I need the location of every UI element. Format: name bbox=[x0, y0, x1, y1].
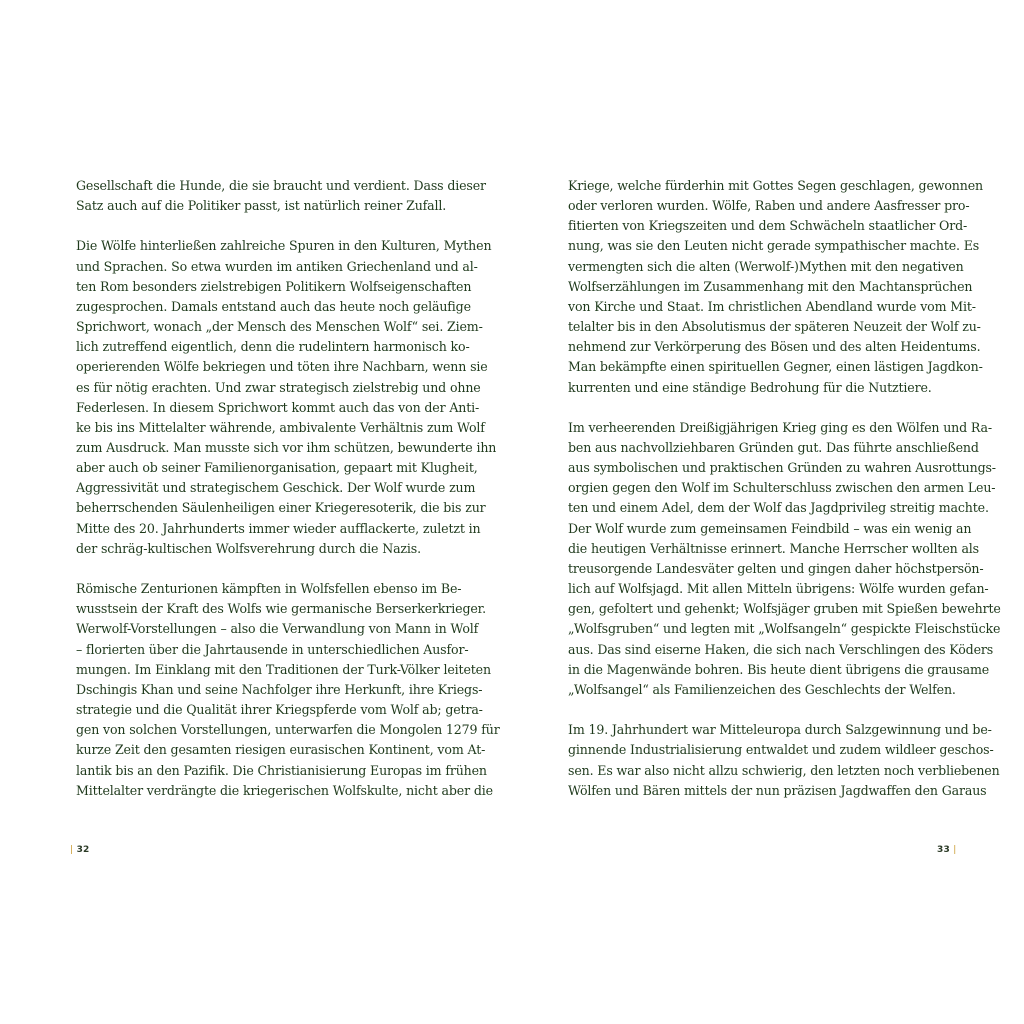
text-line: Dschingis Khan und seine Nachfolger ihre Herkunft, ihre Kriegs- bbox=[76, 681, 483, 697]
text-line: beherrschenden Säulenheiligen einer Kriegeresoterik, die bis zur bbox=[76, 500, 486, 516]
paragraph bbox=[568, 176, 983, 398]
paragraph bbox=[568, 720, 1000, 801]
page-number: 32 bbox=[76, 845, 90, 855]
text-line: nehmend zur Verkörperung des Bösen und des alten Heidentums. bbox=[568, 339, 981, 355]
text-line: gen, gefoltert und gehenkt; Wolfsjäger gruben mit Spießen bewehrte bbox=[568, 601, 1001, 617]
text-line: und Sprachen. So etwa wurden im antiken Griechenland und al- bbox=[76, 258, 478, 274]
text-line: ginnende Industrialisierung entwaldet und zudem wildleer geschos- bbox=[568, 742, 994, 758]
text-line: Sprichwort, wonach „der Mensch des Menschen Wolf“ sei. Ziem- bbox=[76, 319, 483, 335]
text-line: aber auch ob seiner Familienorganisation, gepaart mit Klugheit, bbox=[76, 460, 478, 476]
text-line: die heutigen Verhältnisse erinnert. Manche Herrscher wollten als bbox=[568, 540, 979, 556]
text-line: nung, was sie den Leuten nicht gerade sympathischer machte. Es bbox=[568, 238, 980, 254]
text-line: in die Magenwände bohren. Bis heute dient übrigens die grausame bbox=[568, 661, 990, 677]
text-line: Gesellschaft die Hunde, die sie braucht und verdient. Dass dieser bbox=[76, 178, 486, 193]
text-line: Wölfen und Bären mittels der nun präzisen Jagdwaffen den Garaus bbox=[568, 782, 987, 798]
paragraph bbox=[76, 579, 500, 801]
page-number-left bbox=[70, 845, 90, 855]
text-line: wusstsein der Kraft des Wolfs wie germanische Berserkerkrieger. bbox=[76, 601, 487, 617]
text-line: mungen. Im Einklang mit den Traditionen der Turk-Völker leiteten bbox=[76, 661, 491, 677]
text-line: ten Rom besonders zielstrebigen Politikern Wolfseigenschaften bbox=[76, 278, 472, 294]
page-number-right bbox=[937, 845, 957, 855]
text-line: Im 19. Jahrhundert war Mitteleuropa durch Salzgewinnung und be- bbox=[568, 722, 992, 738]
text-line: oder verloren wurden. Wölfe, Raben und andere Aasfresser pro- bbox=[568, 198, 970, 214]
text-line: lich auf Wolfsjagd. Mit allen Mitteln übrigens: Wölfe wurden gefan- bbox=[568, 581, 989, 597]
text-line: Im verheerenden Dreißigjährigen Krieg ging es den Wölfen und Ra- bbox=[568, 419, 992, 435]
text-line: strategie und die Qualität ihrer Kriegspferde vom Wolf ab; getra- bbox=[76, 702, 483, 718]
text-line: Aggressivität und strategischem Geschick. Der Wolf wurde zum bbox=[76, 480, 476, 496]
text-line: Wolfserzählungen im Zusammenhang mit den Machtansprüchen bbox=[568, 278, 973, 294]
text-line: kurze Zeit den gesamten riesigen eurasischen Kontinent, vom At- bbox=[76, 742, 486, 758]
text-line: zugesprochen. Damals entstand auch das heute noch geläufige bbox=[76, 298, 471, 314]
paragraph bbox=[568, 418, 1001, 700]
text-line: Federlesen. In diesem Sprichwort kommt auch das von der Anti- bbox=[76, 399, 480, 415]
text-line: es für nötig erachten. Und zwar strategisch zielstrebig und ohne bbox=[76, 379, 481, 395]
text-line: zum Ausdruck. Man musste sich vor ihm schützen, bewunderte ihn bbox=[76, 440, 497, 456]
text-line: Man bekämpfte einen spirituellen Gegner, einen lästigen Jagdkon- bbox=[568, 359, 983, 375]
paragraph bbox=[76, 236, 497, 559]
text-line: – florierten über die Jahrtausende in unterschiedlichen Ausfor- bbox=[76, 641, 469, 657]
text-line: „Wolfsangel“ als Familienzeichen des Geschlechts der Welfen. bbox=[568, 681, 956, 697]
text-line: Römische Zenturionen kämpften in Wolfsfellen ebenso im Be- bbox=[76, 581, 462, 597]
text-line: orgien gegen den Wolf im Schulterschluss zwischen den armen Leu- bbox=[568, 480, 996, 496]
text-line: lich zutreffend eigentlich, denn die rudelintern harmonisch ko- bbox=[76, 339, 470, 355]
text-line: Der Wolf wurde zum gemeinsamen Feindbild – was ein wenig an bbox=[568, 520, 972, 536]
text-line: aus symbolischen und praktischen Gründen zu wahren Ausrottungs- bbox=[568, 460, 996, 476]
text-line: Satz auch auf die Politiker passt, ist natürlich reiner Zufall. bbox=[76, 198, 447, 214]
text-line: Die Wölfe hinterließen zahlreiche Spuren in den Kulturen, Mythen bbox=[76, 238, 492, 254]
left-page-text bbox=[76, 176, 500, 821]
text-line: Mitte des 20. Jahrhunderts immer wieder aufflackerte, zuletzt in bbox=[76, 520, 481, 536]
text-line: ke bis ins Mittelalter währende, ambivalente Verhältnis zum Wolf bbox=[76, 419, 485, 435]
paragraph bbox=[76, 176, 486, 216]
text-line: der schräg-kultischen Wolfsverehrung durch die Nazis. bbox=[76, 540, 421, 556]
page-number: 33 bbox=[937, 845, 950, 855]
text-line: „Wolfsgruben“ und legten mit „Wolfsangeln“ gespickte Fleischstücke bbox=[568, 621, 1001, 637]
text-line: sen. Es war also nicht allzu schwierig, den letzten noch verbliebenen bbox=[568, 762, 1000, 778]
folio-bar: | bbox=[70, 845, 74, 855]
text-line: Mittelalter verdrängte die kriegerischen Wolfskulte, nicht aber die bbox=[76, 782, 493, 798]
folio-bar: | bbox=[953, 845, 957, 855]
text-line: lantik bis an den Pazifik. Die Christianisierung Europas im frühen bbox=[76, 762, 487, 778]
text-line: gen von solchen Vorstellungen, unterwarfen die Mongolen 1279 für bbox=[76, 722, 500, 738]
text-line: kurrenten und eine ständige Bedrohung für die Nutztiere. bbox=[568, 379, 932, 395]
text-line: ten und einem Adel, dem der Wolf das Jagdprivileg streitig machte. bbox=[568, 500, 989, 516]
text-line: treusorgende Landesväter gelten und gingen daher höchstpersön- bbox=[568, 560, 984, 576]
text-line: vermengten sich die alten (Werwolf-)Mythen mit den negativen bbox=[568, 258, 964, 274]
text-line: Kriege, welche fürderhin mit Gottes Segen geschlagen, gewonnen bbox=[568, 178, 983, 193]
text-line: aus. Das sind eiserne Haken, die sich nach Verschlingen des Köders bbox=[568, 641, 994, 657]
text-line: operierenden Wölfe bekriegen und töten ihre Nachbarn, wenn sie bbox=[76, 359, 488, 375]
text-line: Werwolf-Vorstellungen – also die Verwandlung von Mann in Wolf bbox=[76, 621, 479, 637]
right-page-text bbox=[568, 176, 1001, 821]
text-line: fitierten von Kriegszeiten und dem Schwächeln staatlicher Ord- bbox=[568, 218, 968, 234]
text-line: von Kirche und Staat. Im christlichen Abendland wurde vom Mit- bbox=[568, 298, 976, 314]
text-line: telalter bis in den Absolutismus der späteren Neuzeit der Wolf zu- bbox=[568, 319, 981, 335]
text-line: ben aus nachvollziehbaren Gründen gut. Das führte anschließend bbox=[568, 440, 979, 456]
